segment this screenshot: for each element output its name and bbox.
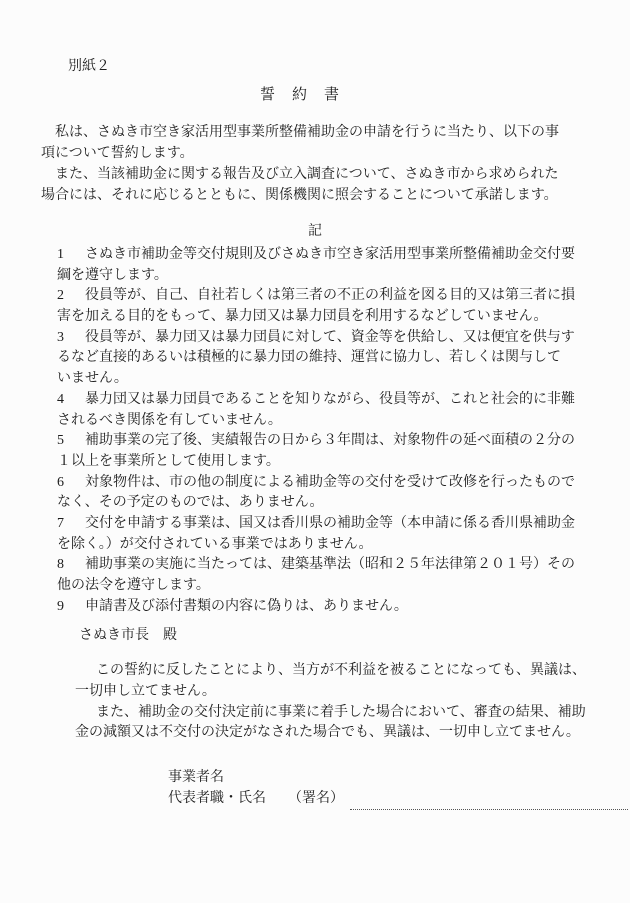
attachment-label: 別紙２ [68,59,110,74]
item-text: 綱を遵守します。 [57,267,168,283]
list-heading: 記 [308,224,322,240]
item-text: 交付を申請する事業は、国又は香川県の補助金等（本申請に係る香川県補助金 [85,516,575,532]
pledge-item-9 [57,597,630,618]
item-text: 補助事業の実施に当たっては、建築基準法（昭和２５年法律第２０１号）その [85,557,575,573]
intro-section [41,123,630,206]
pledge-item-3 [57,328,630,390]
item-text: 補助事業の完了後、実績報告の日から３年間は、対象物件の延べ面積の２分の [85,433,575,449]
item-text: 害を加える目的をもって、暴力団又は暴力団員を利用するなどしていません。 [57,309,548,325]
item-number: 5 [57,433,64,449]
item-text: 対象物件は、市の他の制度による補助金等の交付を受けて改修を行ったもので [85,474,575,490]
item-number: 7 [57,516,64,532]
signature-label: （署名） [288,790,344,806]
pledge-item-1 [57,245,630,286]
addressee: さぬき市長 殿 [79,627,177,643]
closing-paragraph-2-line-1: また、補助金の交付決定前に事業に着手した場合において、審査の結果、補助 [96,704,586,720]
item-text: さぬき市補助金等交付規則及びさぬき市空き家活用型事業所整備補助金交付要 [85,246,575,262]
item-number: 3 [57,329,64,345]
business-name-label: 事業者名 [168,770,224,786]
item-text: されるべき関係を有していません。 [57,412,282,428]
pledge-item-7 [57,514,630,555]
pledge-item-5 [57,431,630,472]
signature-blank-line [350,793,628,810]
closing-paragraph-1-line-1: この誓約に反したことにより、当方が不利益を被ることになっても、異議は、 [96,663,586,679]
item-number: 1 [57,246,64,262]
item-text: るなど直接的あるいは積極的に暴力団の維持、運営に協力し、若しくは関与して [57,350,561,366]
document-title: 誓 約 書 [259,86,340,103]
intro-paragraph-2-line-2: 場合には、それに応じるとともに、関係機関に照会することについて承諾します。 [41,187,558,203]
item-text: なく、その予定のものでは、ありません。 [57,495,324,511]
intro-paragraph-1-line-2: 項について誓約します。 [41,146,194,162]
item-number: 6 [57,474,64,490]
item-text: 役員等が、暴力団又は暴力団員に対して、資金等を供給し、又は便宜を供与す [85,329,575,345]
item-number: 9 [57,598,64,614]
item-number: 4 [57,391,64,407]
pledge-item-6 [57,473,630,514]
item-number: 2 [57,288,64,304]
pledge-item-4 [57,390,630,431]
item-text: いません。 [57,371,128,387]
signature-block [168,768,630,809]
intro-paragraph-2-line-1: また、当該補助金に関する報告及び立入調査について、さぬき市から求められた [55,166,559,182]
pledge-list [57,245,630,618]
closing-paragraph-1-line-2: 一切申し立てません。 [75,683,216,699]
item-text: 申請書及び添付書類の内容に偽りは、ありません。 [85,598,408,614]
intro-paragraph-1-line-1: 私は、さぬき市空き家活用型事業所整備補助金の申請を行うに当たり、以下の事 [55,125,559,141]
item-number: 8 [57,557,64,573]
pledge-item-8 [57,555,630,596]
item-text: 他の法令を遵守します。 [57,578,210,594]
pledge-item-2 [57,286,630,327]
representative-name-label: 代表者職・氏名 [168,790,266,806]
item-text: 暴力団又は暴力団員であることを知りながら、役員等が、これと社会的に非難 [85,391,575,407]
item-text: 役員等が、自己、自社若しくは第三者の不正の利益を図る目的又は第三者に損 [85,288,575,304]
item-text: １以上を事業所として使用します。 [57,453,280,469]
closing-section [75,661,630,744]
closing-paragraph-2-line-2: 金の減額又は不交付の決定がなされた場合でも、異議は、一切申し立てません。 [75,725,580,741]
item-text: を除く。）が交付されている事業ではありません。 [57,536,373,552]
